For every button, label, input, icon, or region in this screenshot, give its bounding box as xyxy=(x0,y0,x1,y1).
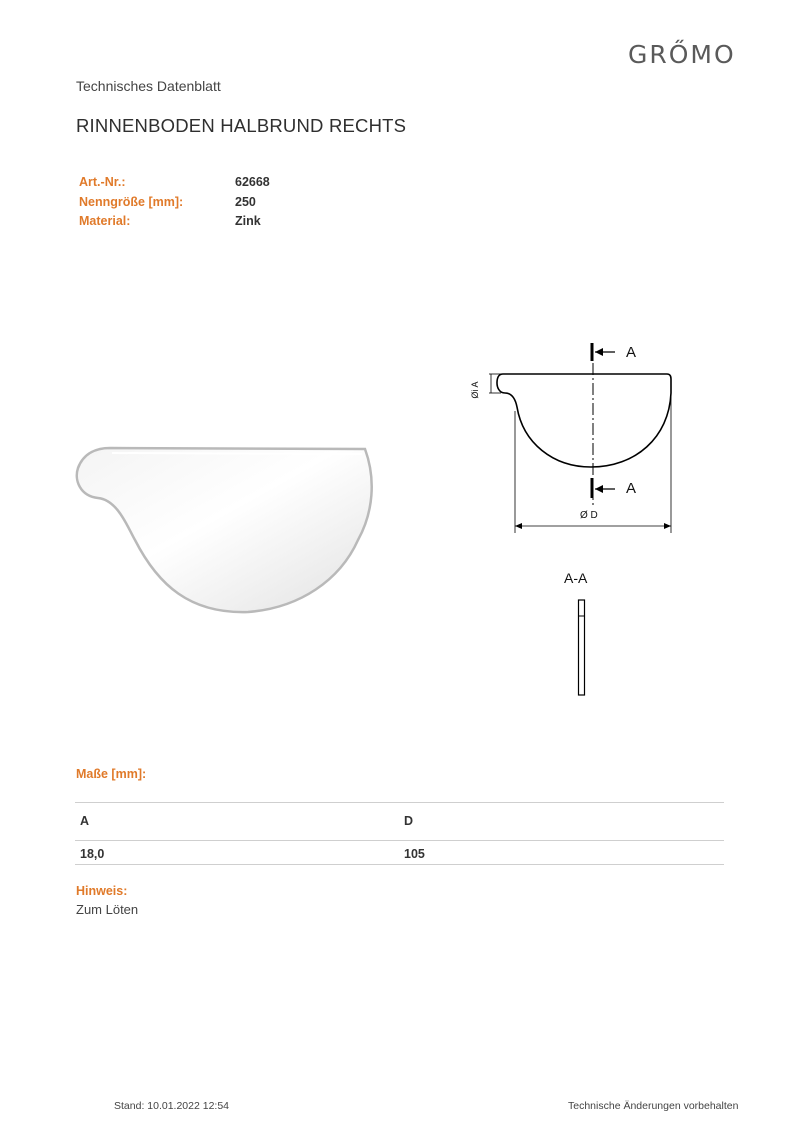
spec-label: Nenngröße [mm]: xyxy=(79,195,184,209)
spec-label: Material: xyxy=(79,214,131,228)
spec-value: Zink xyxy=(235,214,261,228)
footer-date: Stand: 10.01.2022 12:54 xyxy=(114,1100,230,1112)
table-header-a: A xyxy=(80,814,90,828)
note-text: Zum Löten xyxy=(76,902,139,917)
dimensions-table xyxy=(75,802,724,866)
table-cell-a: 18,0 xyxy=(80,847,105,861)
document-type: Technisches Datenblatt xyxy=(76,78,221,94)
product-title: RINNENBODEN HALBRUND RECHTS xyxy=(76,115,407,136)
table-rule-bottom xyxy=(75,864,724,865)
inner-diameter-label: Øi A xyxy=(470,381,480,399)
arrow-left-icon xyxy=(595,485,603,493)
technical-drawing xyxy=(455,335,685,540)
spec-value: 62668 xyxy=(235,175,270,189)
section-marker-top: A xyxy=(626,344,637,361)
table-header-d: D xyxy=(404,814,414,828)
part-outline xyxy=(497,374,671,467)
section-view-title: A-A xyxy=(564,570,588,586)
outer-diameter-label: Ø D xyxy=(580,510,598,521)
section-view-drawing xyxy=(574,598,590,698)
footer-disclaimer: Technische Änderungen vorbehalten xyxy=(568,1100,739,1112)
table-rule-top xyxy=(75,802,724,803)
spec-value: 250 xyxy=(235,195,256,209)
dimensions-title: Maße [mm]: xyxy=(76,767,147,781)
product-image xyxy=(70,440,390,630)
spec-label: Art.-Nr.: xyxy=(79,175,126,189)
note-label: Hinweis: xyxy=(76,884,128,898)
table-rule-middle xyxy=(75,840,724,841)
arrow-left-icon xyxy=(595,348,603,356)
table-cell-d: 105 xyxy=(404,847,425,861)
brand-logo: GRŐMO xyxy=(628,40,736,69)
section-marker-bottom: A xyxy=(626,480,637,497)
